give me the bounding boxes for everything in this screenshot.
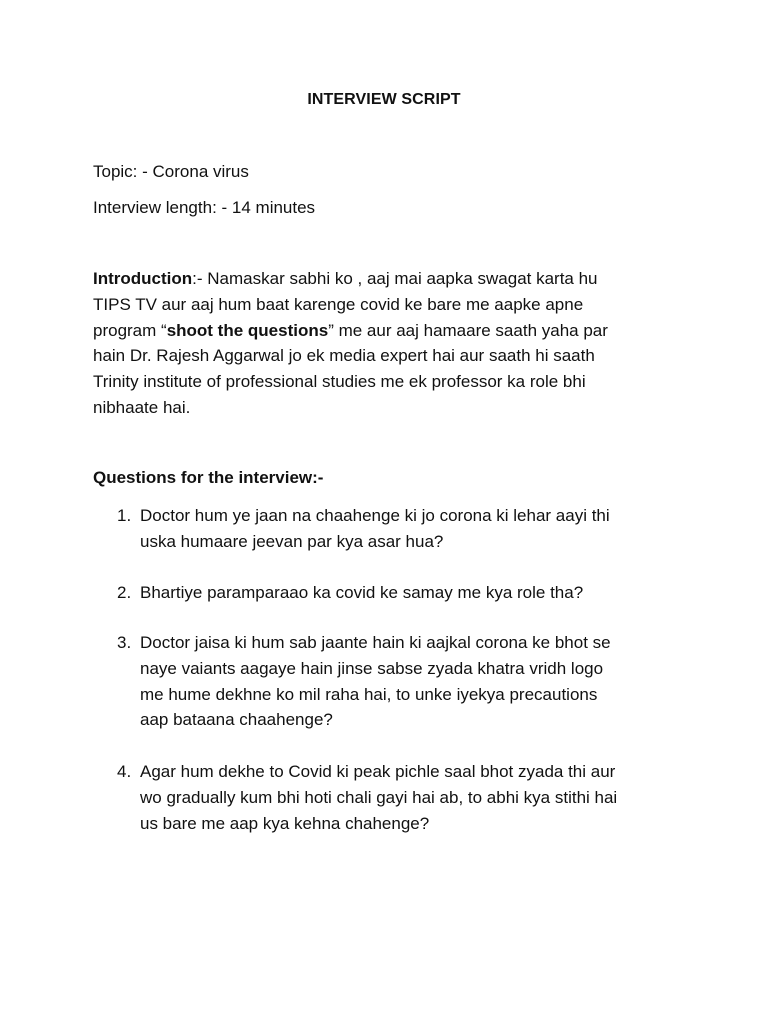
question-line: naye vaiants aagaye hain jinse sabse zyada khatra vridh logo — [140, 658, 604, 678]
question-number: 4. — [117, 762, 132, 781]
topic-line: Topic: - Corona virus — [93, 162, 249, 181]
intro-label: Introduction — [93, 269, 193, 288]
question-line: Doctor hum ye jaan na chaahenge ki jo corona ki lehar aayi thi — [140, 506, 610, 525]
program-name: shoot the questions — [166, 320, 329, 340]
question-number: 2. — [117, 583, 132, 602]
intro-line-3-pre: program “ — [93, 320, 167, 340]
introduction-paragraph — [93, 266, 693, 421]
interview-length-line: Interview length: - 14 minutes — [93, 198, 316, 217]
question-line: Agar hum dekhe to Covid ki peak pichle saal bhot zyada thi aur — [140, 762, 616, 781]
question-text — [140, 580, 583, 606]
question-line: Bhartiye paramparaao ka covid ke samay me kya role tha? — [140, 583, 584, 602]
intro-line-3-post: ” me aur aaj hamaare saath yaha par — [328, 320, 608, 340]
intro-line-1-text: :- Namaskar sabhi ko , aaj mai aapka swagat karta hu — [192, 269, 598, 288]
question-number: 3. — [117, 633, 132, 652]
question-text — [140, 503, 610, 555]
question-number: 1. — [117, 506, 132, 525]
intro-line-3 — [93, 318, 693, 344]
question-line: wo gradually kum bhi hoti chali gayi hai ab, to abhi kya stithi hai — [140, 787, 618, 807]
intro-line-5: Trinity institute of professional studies me ek professor ka role bhi — [93, 372, 586, 392]
intro-line-1 — [93, 266, 693, 292]
question-text — [140, 630, 611, 733]
question-line: me hume dekhne ko mil raha hai, to unke iyekya precautions — [140, 684, 598, 704]
question-line: aap bataana chaahenge? — [140, 710, 333, 730]
question-text — [140, 759, 617, 836]
questions-heading: Questions for the interview:- — [93, 468, 324, 487]
intro-line-6: nibhaate hai. — [93, 397, 191, 417]
question-line: uska humaare jeevan par kya asar hua? — [140, 531, 444, 551]
intro-line-2: TIPS TV aur aaj hum baat karenge covid ke bare me aapke apne — [93, 294, 584, 314]
question-line: Doctor jaisa ki hum sab jaante hain ki aajkal corona ke bhot se — [140, 633, 611, 652]
document-title: INTERVIEW SCRIPT — [307, 91, 461, 108]
question-line: us bare me aap kya kehna chahenge? — [140, 813, 430, 833]
intro-line-4: hain Dr. Rajesh Aggarwal jo ek media expert hai aur saath hi saath — [93, 346, 595, 366]
